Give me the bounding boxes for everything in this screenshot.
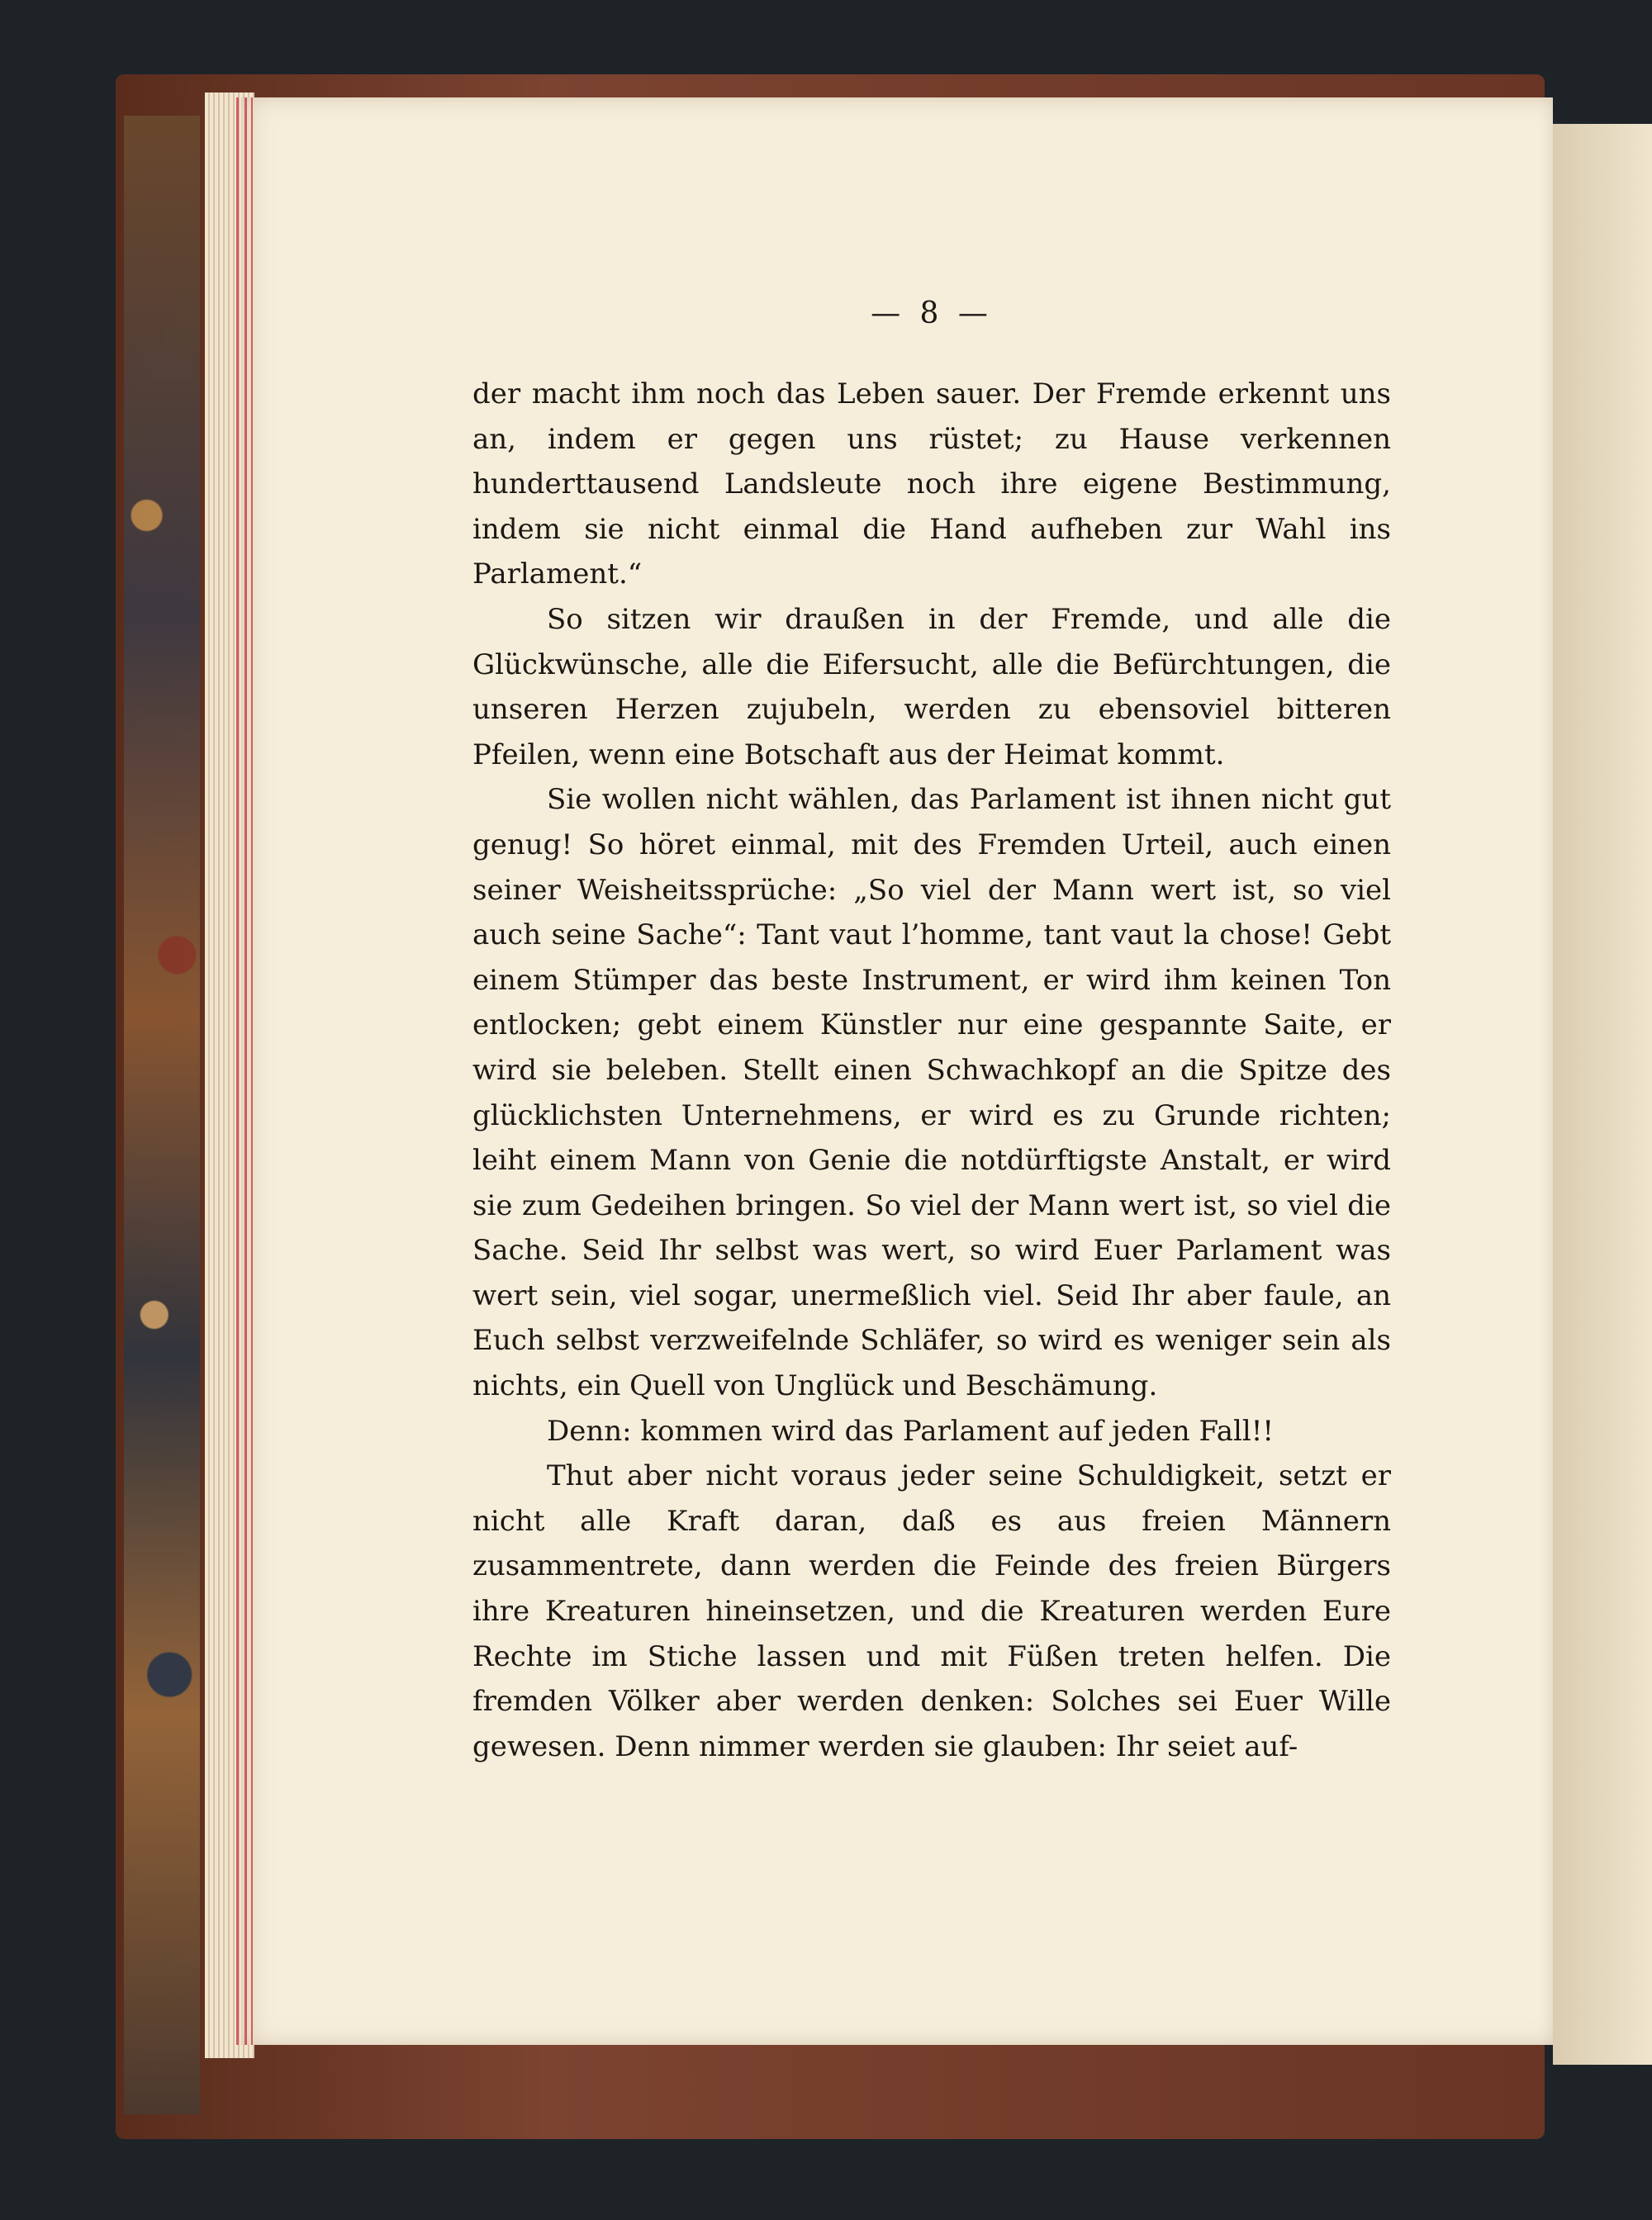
page-edge-rule <box>251 97 253 2045</box>
paragraph: Denn: kommen wird das Parlament auf jeden Fall!! <box>547 1414 1275 1448</box>
page-edge-rule <box>236 97 239 2045</box>
paragraph: Sie wollen nicht wählen, das Parlament ist ihnen nicht gut genug! So höret einmal, mit des Fremden Urteil, auch einen seiner Weisheitssprüche: „So viel der Mann wert ist, so viel auch seine Sache“: Tant vaut l’homme, tant vaut la chose! Gebt einem Stümper das beste Instrument, er wird ihm keinen Ton entlocken; gebt einem Künstler nur eine gespannte Saite, er wird sie beleben. Stellt einen Schwachkopf an die Spitze des glücklichsten Unternehmens, er wird es zu Grunde richten; leiht einem Mann von Genie die notdürftigste Anstalt, er wird sie zum Gedeihen bringen. So viel der Mann wert ist, so viel die Sache. Seid Ihr selbst was wert, so wird Euer Parlament was wert sein, viel sogar, unermeßlich viel. Seid Ihr aber faule, an Euch selbst verzweifelnde Schläfer, so wird es weniger sein als nichts, ein Quell von Unglück und Beschämung. <box>472 783 1391 1403</box>
page-number: — 8 — <box>871 296 993 330</box>
marbled-endpaper <box>124 116 200 2114</box>
paragraph: So sitzen wir draußen in der Fremde, und alle die Glückwünsche, alle die Eifersucht, alle die Befürchtungen, die unseren Herzen zujubeln, werden zu ebensoviel bitteren Pfeilen, wenn eine Botschaft aus der Heimat kommt. <box>472 602 1391 771</box>
facing-page-edge <box>1553 124 1652 2065</box>
paragraph: der macht ihm noch das Leben sauer. Der Fremde erkennt uns an, indem er gegen uns rüstet; zu Hause verkennen hunderttausend Landsleute noch ihre eigene Bestimmung, indem sie nicht einmal die Hand aufheben zur Wahl ins Parlament.“ <box>472 377 1391 591</box>
paragraph: Thut aber nicht voraus jeder seine Schuldigkeit, setzt er nicht alle Kraft daran, daß es aus freien Männern zusammentrete, dann werden die Feinde des freien Bürgers ihre Kreaturen hineinsetzen, und die Kreaturen werden Eure Rechte im Stiche lassen und mit Füßen treten helfen. Die fremden Völker aber werden denken: Solches sei Euer Wille gewesen. Denn nimmer werden sie glauben: Ihr seiet auf- <box>472 1459 1391 1763</box>
page-text <box>472 281 1391 1769</box>
page-edge-rule <box>244 97 247 2045</box>
